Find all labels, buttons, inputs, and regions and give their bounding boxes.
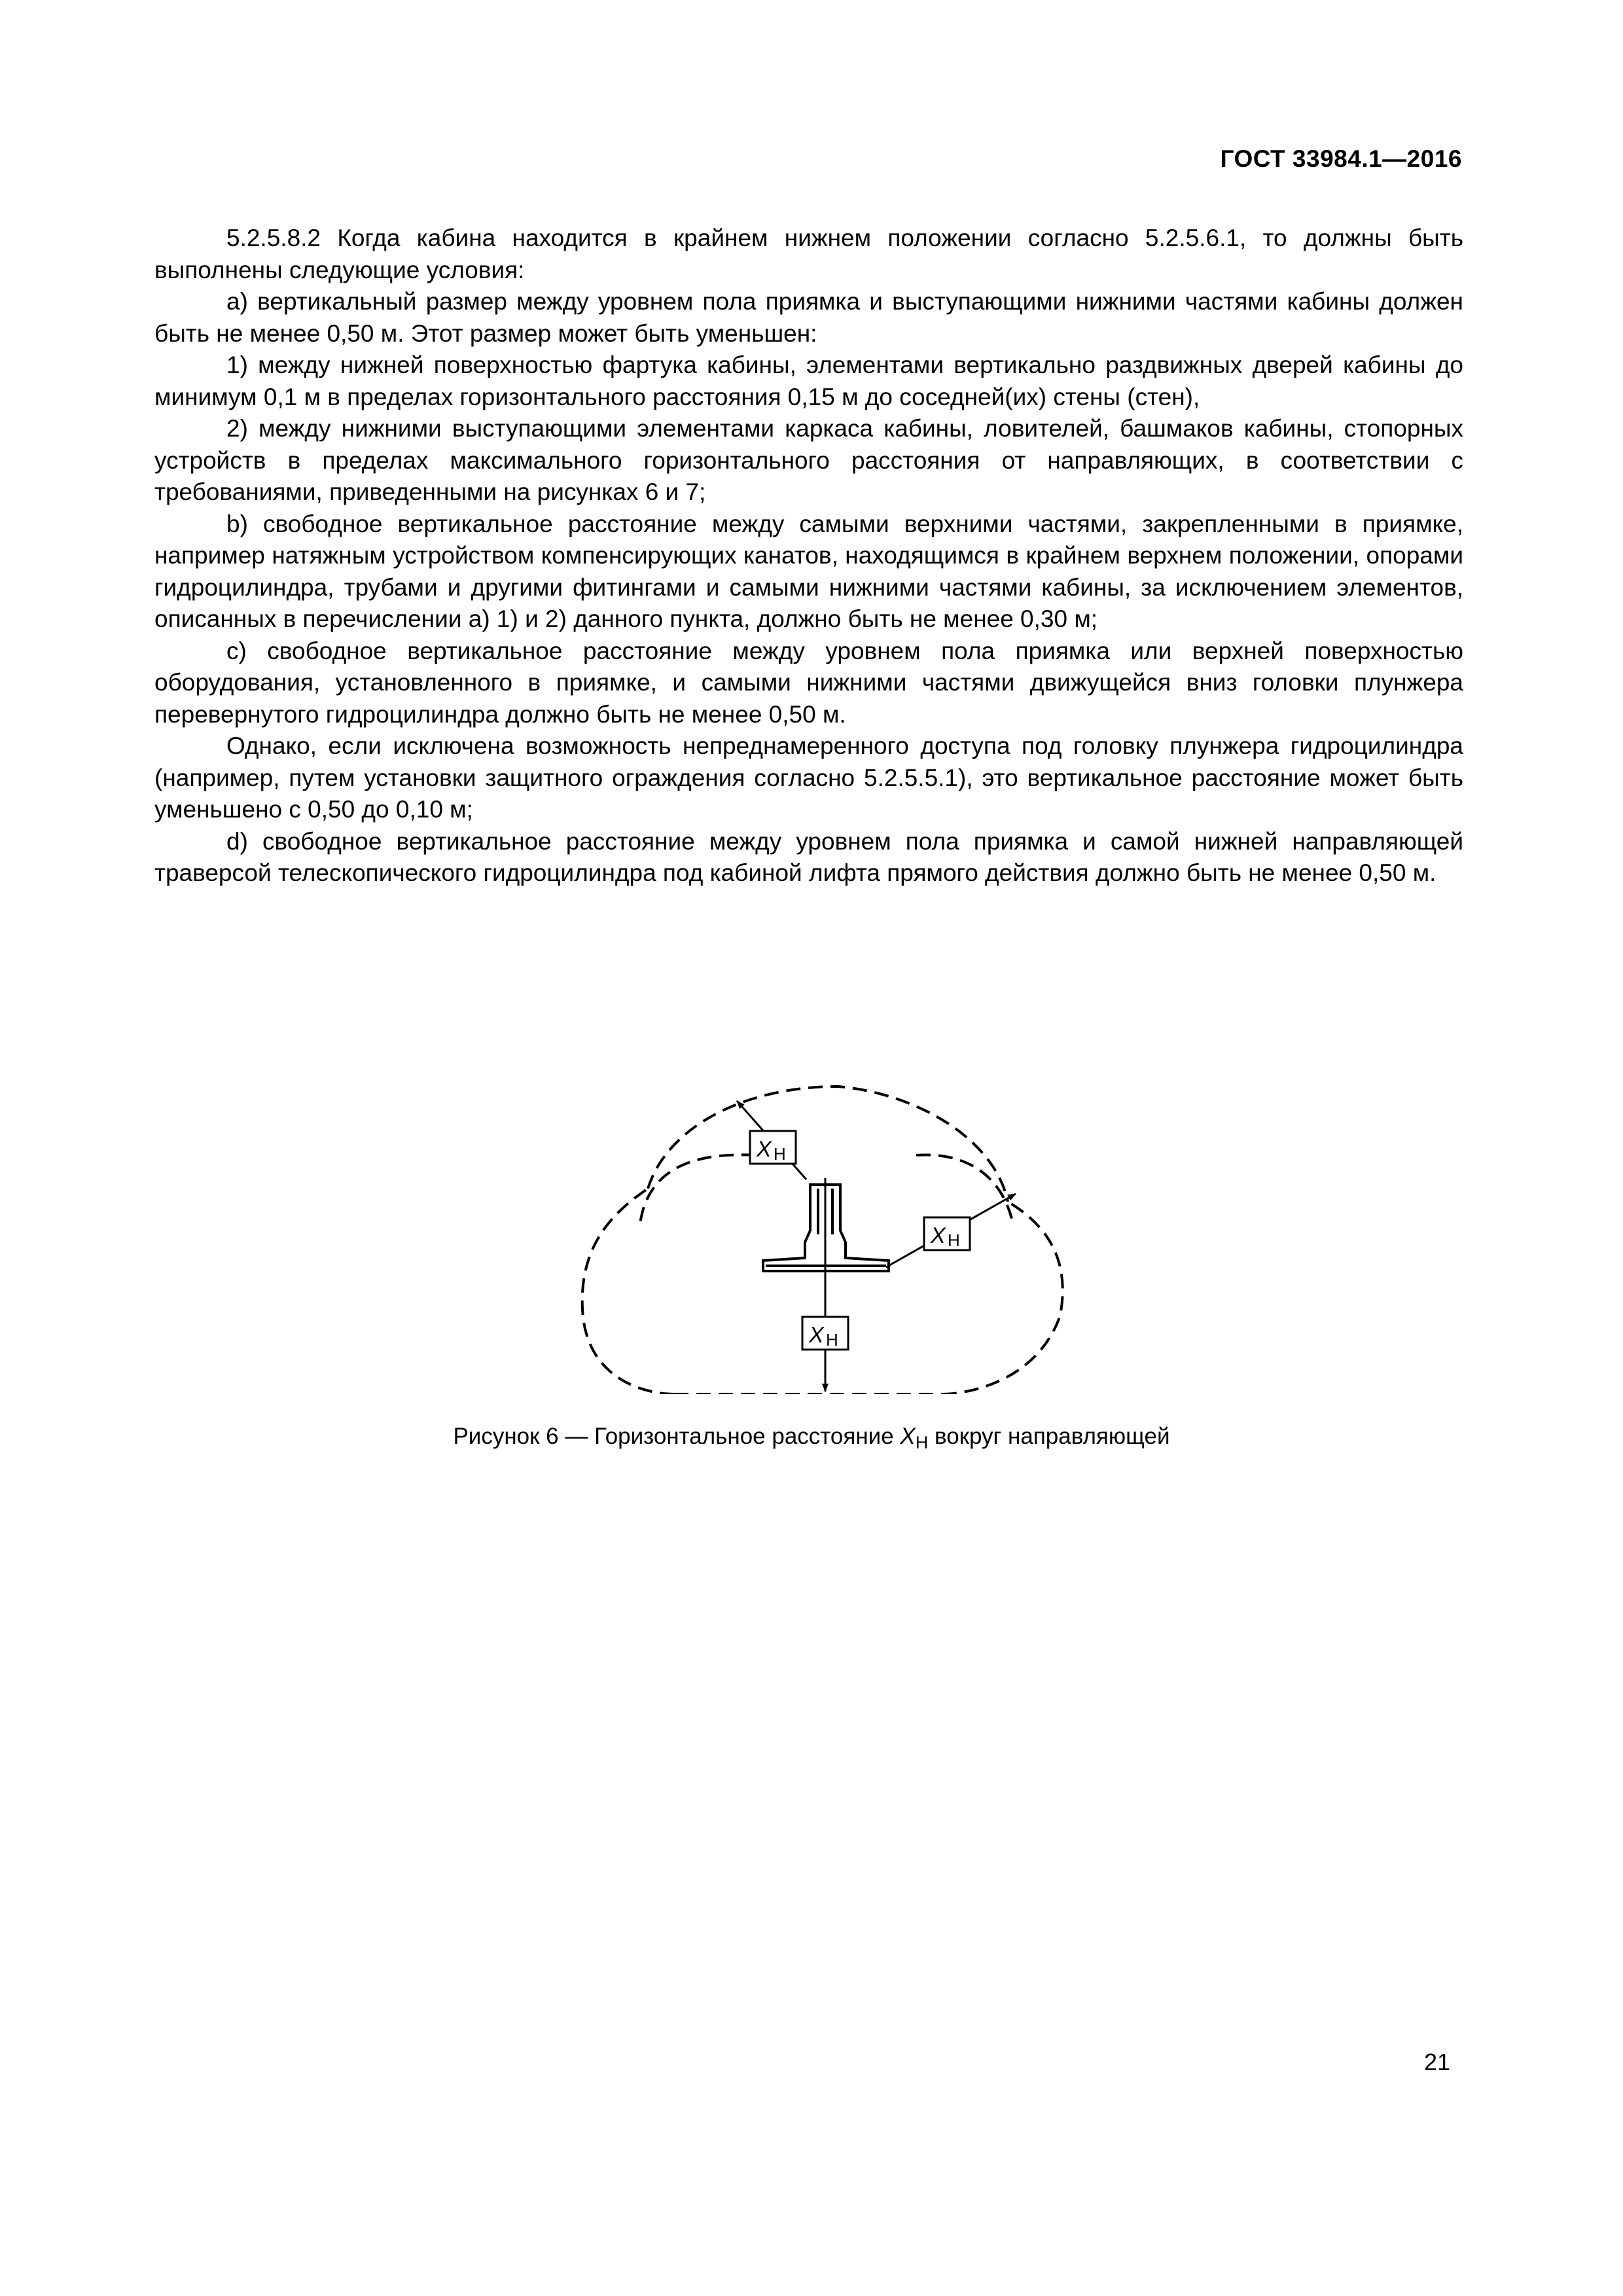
label-x-bottom: X: [809, 1323, 824, 1348]
caption-prefix: Рисунок 6 — Горизонтальное расстояние: [453, 1424, 901, 1449]
label-box-right: [924, 1217, 970, 1250]
paragraph-item-a2: 2) между нижними выступающими элементами каркаса кабины, ловителей, башмаков кабины, стопорных устройств в пределах максимального горизонтального расстояния от направляющих, в соответствии с требованиями, приведенными на рисунках 6 и 7;: [154, 415, 1463, 505]
inner-right-arc-dashed: [916, 1155, 1013, 1224]
label-box-top: [750, 1131, 796, 1164]
paragraph-5-2-5-8-2: 5.2.5.8.2 Когда кабина находится в крайнем нижнем положении согласно 5.2.5.6.1, то должны быть выполнены следующие условия:: [154, 224, 1463, 283]
label-sub-top: H: [774, 1144, 786, 1164]
label-sub-right: H: [948, 1230, 960, 1250]
label-sub-bottom: H: [826, 1330, 838, 1350]
paragraph-item-a1: 1) между нижней поверхностью фартука кабины, элементами вертикально раздвижных дверей кабины до минимум 0,1 м в пределах горизонтального расстояния 0,15 м до соседней(их) стены (стен),: [154, 351, 1463, 410]
caption-symbol: $X_H$: [900, 1424, 929, 1452]
paragraph-item-b: b) свободное вертикальное расстояние между самыми верхними частями, закрепленными в приямке, например натяжным устройством компенсирующих канатов, находящимся в крайнем верхнем положении, опорами гидроцилиндра, трубами и другими фитингами и самыми нижними частями кабины, за исключением элементов, описанных в перечислении а) 1) и 2) данного пункта, должно быть не менее 0,30 м;: [154, 510, 1463, 632]
caption-suffix: вокруг направляющей: [928, 1424, 1170, 1449]
paragraph-item-c: c) свободное вертикальное расстояние между уровнем пола приямка или верхней поверхностью оборудования, установленного в приямке, и самыми нижними частями движущейся вниз головки плунжера перевернутого гидроцилиндра должно быть не менее 0,50 м.: [154, 637, 1463, 728]
standard-header: ГОСТ 33984.1—2016: [1220, 145, 1462, 172]
page-number: 21: [1423, 2049, 1450, 2075]
paragraph-item-d: d) свободное вертикальное расстояние между уровнем пола приямка и самой нижней направляющей траверсой телескопического гидроцилиндра под кабиной лифта прямого действия должно быть не менее 0,50 м.: [154, 827, 1463, 886]
label-x-right: X: [931, 1223, 946, 1248]
body-text: [154, 223, 1463, 889]
paragraph-however: Однако, если исключена возможность непреднамеренного доступа под головку плунжера гидроцилиндра (например, путем установки защитного ограждения согласно 5.2.5.5.1), это вертикальное расстояние может быть уменьшено с 0,50 до 0,10 м;: [154, 732, 1463, 823]
paragraph-item-a: a) вертикальный размер между уровнем пола приямка и выступающими нижними частями кабины должен быть не менее 0,50 м. Этот размер может быть уменьшен:: [154, 288, 1463, 347]
label-x-top: X: [757, 1137, 772, 1162]
guide-rail-diagram: [563, 1028, 1086, 1394]
label-box-bottom: [802, 1317, 848, 1350]
figure-caption: [0, 1424, 1623, 1453]
